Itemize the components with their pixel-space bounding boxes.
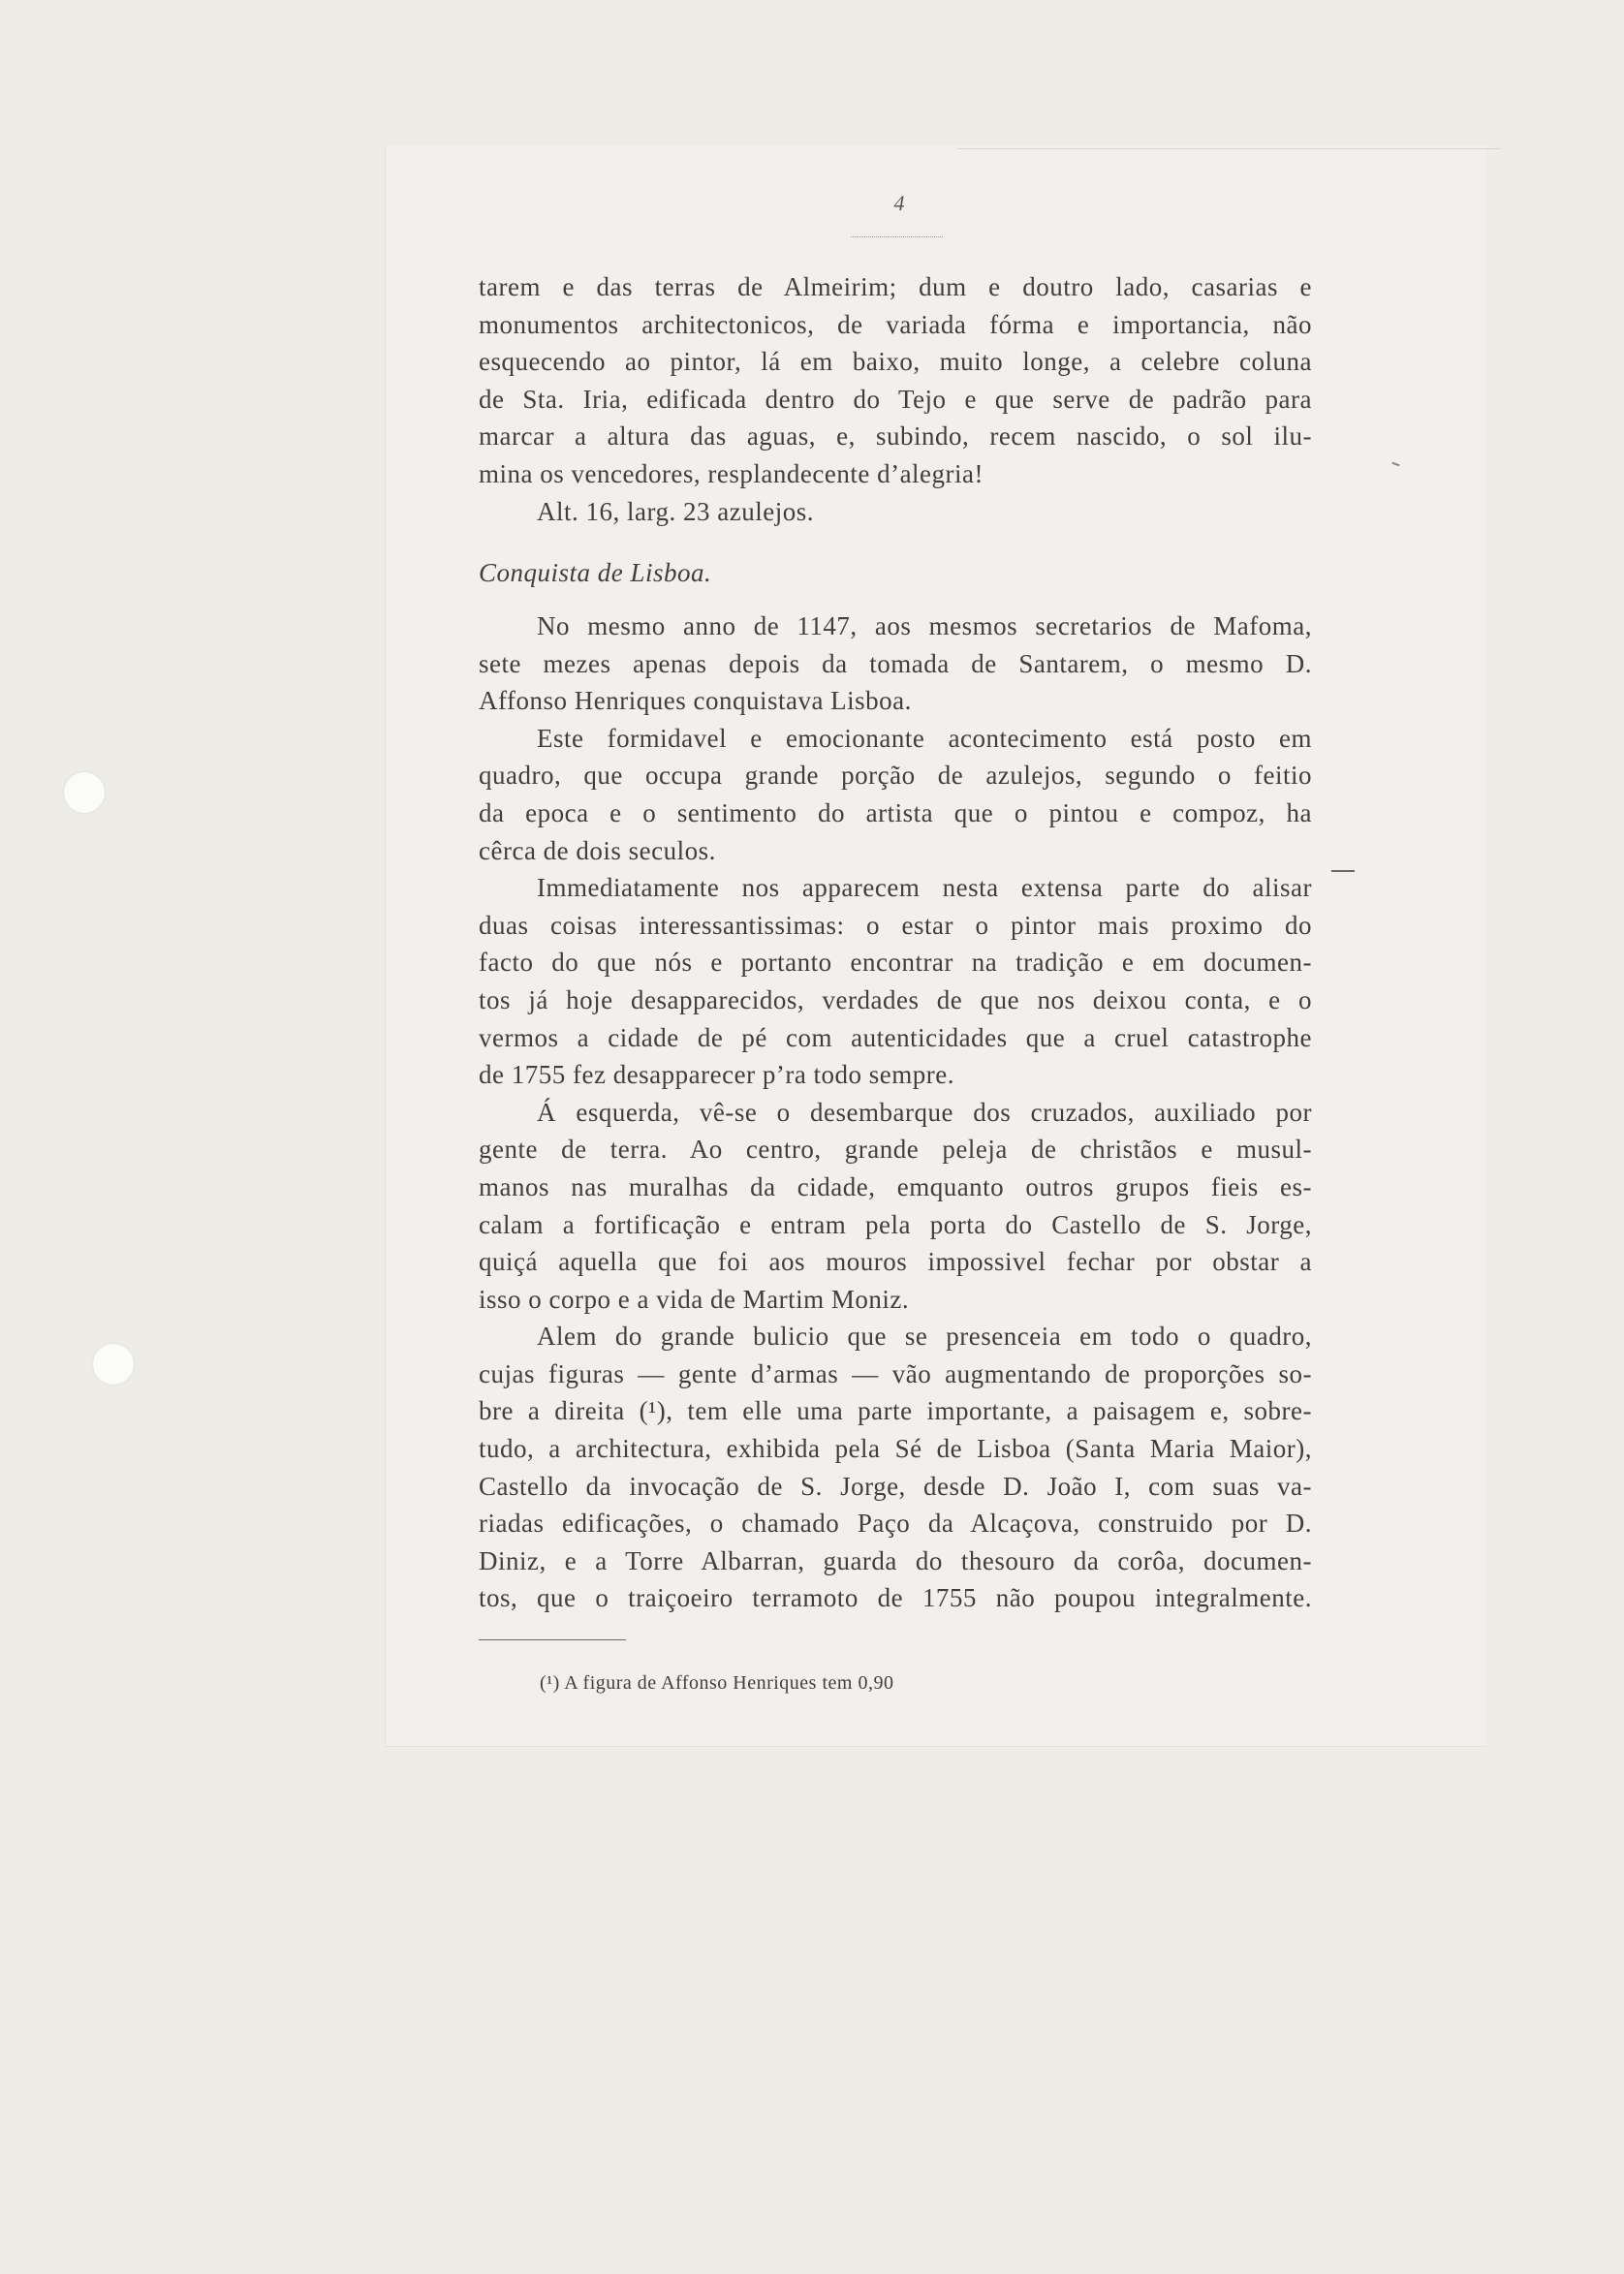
text-line: tos, que o traiçoeiro terramoto de 1755 não poupou integralmente.: [479, 1583, 1312, 1613]
text-line: isso o corpo e a vida de Martim Moniz.: [479, 1284, 910, 1314]
margin-dash-mark: [1331, 870, 1355, 872]
punch-hole-lower: [93, 1344, 134, 1385]
text-line: Este formidavel e emocionante acontecimento está posto em: [537, 723, 1312, 753]
text-line: sete mezes apenas depois da tomada de Santarem, o mesmo D.: [479, 648, 1312, 678]
page-number-rule: [851, 236, 943, 237]
top-rule-line: [957, 148, 1501, 149]
text-line: riadas edificações, o chamado Paço da Alcaçova, construido por D.: [479, 1509, 1312, 1539]
footnote: (¹) A figura de Affonso Henriques tem 0,90: [540, 1672, 894, 1694]
dimensions-line: Alt. 16, larg. 23 azulejos.: [537, 496, 814, 526]
text-line: manos nas muralhas da cidade, emquanto outros grupos fieis es-: [479, 1171, 1312, 1201]
text-line: Á esquerda, vê-se o desembarque dos cruzados, auxiliado por: [537, 1097, 1312, 1127]
text-line: da epoca e o sentimento do artista que o pintou e compoz, ha: [479, 797, 1312, 827]
paragraph-continuation: [479, 268, 1312, 530]
text-line: esquecendo ao pintor, lá em baixo, muito longe, a celebre coluna: [479, 347, 1312, 377]
footnote-rule: [479, 1639, 626, 1640]
text-line: gente de terra. Ao centro, grande peleja de christãos e musul-: [479, 1135, 1312, 1165]
text-line: quiçá aquella que foi aos mouros impossivel fechar por obstar a: [479, 1247, 1312, 1277]
section-heading: Conquista de Lisboa.: [479, 558, 712, 587]
punch-hole-upper: [64, 772, 105, 813]
text-line: quadro, que occupa grande porção de azulejos, segundo o feitio: [479, 761, 1312, 791]
text-line: Affonso Henriques conquistava Lisboa.: [479, 686, 912, 716]
text-line: tarem e das terras de Almeirim; dum e doutro lado, casarias e: [479, 272, 1312, 301]
text-line: Immediatamente nos apparecem nesta extensa parte do alisar: [537, 873, 1312, 903]
text-line: cêrca de dois seculos.: [479, 835, 716, 865]
text-line: tos já hoje desapparecidos, verdades de que nos deixou conta, e o: [479, 984, 1312, 1014]
text-line: mina os vencedores, resplandecente d’alegria!: [479, 458, 984, 488]
text-line: cujas figuras — gente d’armas — vão augmentando de proporções so-: [479, 1358, 1312, 1388]
text-line: Alem do grande bulicio que se presenceia em todo o quadro,: [537, 1322, 1312, 1352]
text-line: bre a direita (¹), tem elle uma parte importante, a paisagem e, sobre-: [479, 1396, 1312, 1426]
text-line: duas coisas interessantissimas: o estar o pintor mais proximo do: [479, 910, 1312, 940]
text-line: Diniz, e a Torre Albarran, guarda do thesouro da corôa, documen-: [479, 1545, 1312, 1575]
text-line: facto do que nós e portanto encontrar na tradição e em documen-: [479, 948, 1312, 978]
text-line: de 1755 fez desapparecer p’ra todo sempre.: [479, 1060, 955, 1090]
text-line: vermos a cidade de pé com autenticidades que a cruel catastrophe: [479, 1022, 1312, 1052]
text-line: calam a fortificação e entram pela porta do Castello de S. Jorge,: [479, 1209, 1312, 1239]
page-number: 4: [893, 191, 905, 215]
text-line: tudo, a architectura, exhibida pela Sé de Lisboa (Santa Maria Maior),: [479, 1434, 1312, 1464]
text-line: de Sta. Iria, edificada dentro do Tejo e que serve de padrão para: [479, 384, 1312, 414]
section-body: [479, 607, 1312, 1617]
text-line: No mesmo anno de 1147, aos mesmos secretarios de Mafoma,: [537, 611, 1312, 640]
text-line: marcar a altura das aguas, e, subindo, recem nascido, o sol ilu-: [479, 421, 1312, 452]
text-line: Castello da invocação de S. Jorge, desde D. João I, com suas va-: [479, 1471, 1312, 1501]
text-line: monumentos architectonicos, de variada fórma e importancia, não: [479, 309, 1312, 339]
